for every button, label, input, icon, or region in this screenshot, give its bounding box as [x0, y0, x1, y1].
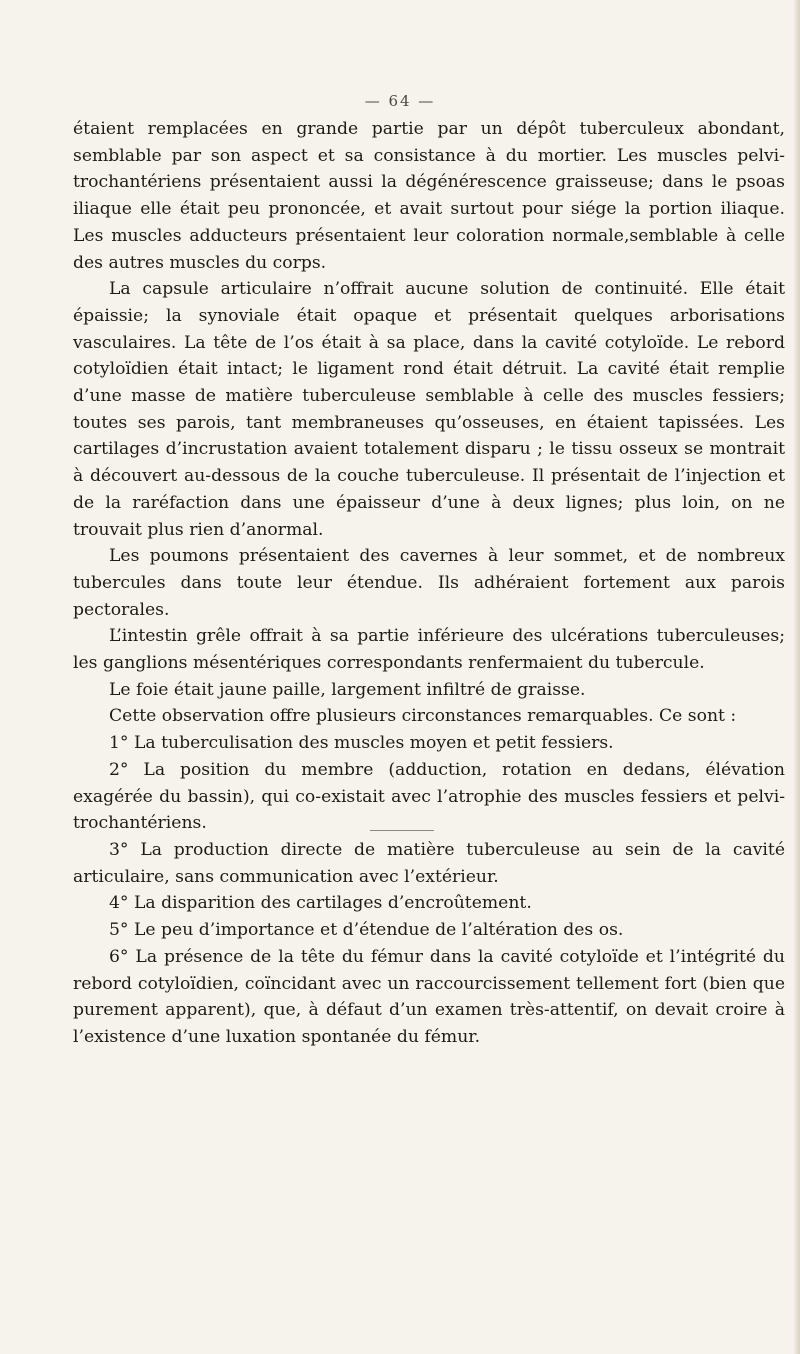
paragraph: La capsule articulaire n’offrait aucune solution de continuité. Elle était épaissie; la synoviale était opaque et présentait quelques arborisations vasculaires. La tête de l’os était à sa place, dans la cavité cotyloïde. Le rebord cotyloïdien était intact; le ligament rond était détruit. La cavité était remplie d’une masse de matière tuberculeuse semblable à celle des muscles fessiers; toutes ses parois, tant membraneuses qu’osseuses, en étaient tapissées. Les cartilages d’incrustation avaient totalement disparu ; le tissu osseux se montrait à découvert au-dessous de la couche tuberculeuse. Il présentait de l’injection et de la raréfaction dans une épaisseur d’une à deux lignes; plus loin, on ne trouvait plus rien d’anormal.: [73, 279, 785, 540]
body-text: [73, 116, 785, 1051]
list-item: 5° Le peu d’importance et d’étendue de l’altération des os.: [109, 920, 624, 941]
paragraph: L’intestin grêle offrait à sa partie inférieure des ulcérations tuberculeuses; les ganglions mésentériques correspondants renfermaient du tubercule.: [73, 626, 785, 674]
list-item: 2° La position du membre (adduction, rotation en dedans, élévation exagérée du bassin), qui co-existait avec l’atrophie des muscles fessiers et pelvi-trochantériens.: [73, 759, 785, 834]
list-item: 1° La tuberculisation des muscles moyen et petit fessiers.: [109, 733, 614, 754]
list-item: 4° La disparition des cartilages d’encroûtement.: [109, 893, 532, 914]
paragraph: Les poumons présentaient des cavernes à leur sommet, et de nombreux tubercules dans toute leur étendue. Ils adhéraient fortement aux parois pectorales.: [73, 546, 785, 620]
list-item: 6° La présence de la tête du fémur dans la cavité cotyloïde et l’intégrité du rebord cotyloïdien, coïncidant avec un raccourcissement tellement fort (bien que purement apparent), que, à défaut d’un examen très-attentif, on devait croire à l’existence d’une luxation spontanée du fémur.: [73, 946, 785, 1047]
page-edge-shadow: [794, 0, 800, 1354]
paragraph: étaient remplacées en grande partie par un dépôt tuberculeux abondant, semblable par son aspect et sa consistance à du mortier. Les muscles pelvi-trochantériens présentaient aussi la dégénérescence graisseuse; dans le psoas iliaque elle était peu prononcée, et avait surtout pour siége la portion iliaque. Les muscles adducteurs présentaient leur coloration normale,semblable à celle des autres muscles du corps.: [73, 119, 785, 273]
list-item: 3° La production directe de matière tuberculeuse au sein de la cavité articulaire, sans communication avec l’extérieur.: [73, 839, 785, 887]
paragraph: Cette observation offre plusieurs circonstances remarquables. Ce sont :: [109, 706, 737, 727]
section-divider: [370, 830, 434, 831]
page-number: — 64 —: [364, 92, 436, 110]
paragraph: Le foie était jaune paille, largement infiltré de graisse.: [109, 679, 586, 700]
